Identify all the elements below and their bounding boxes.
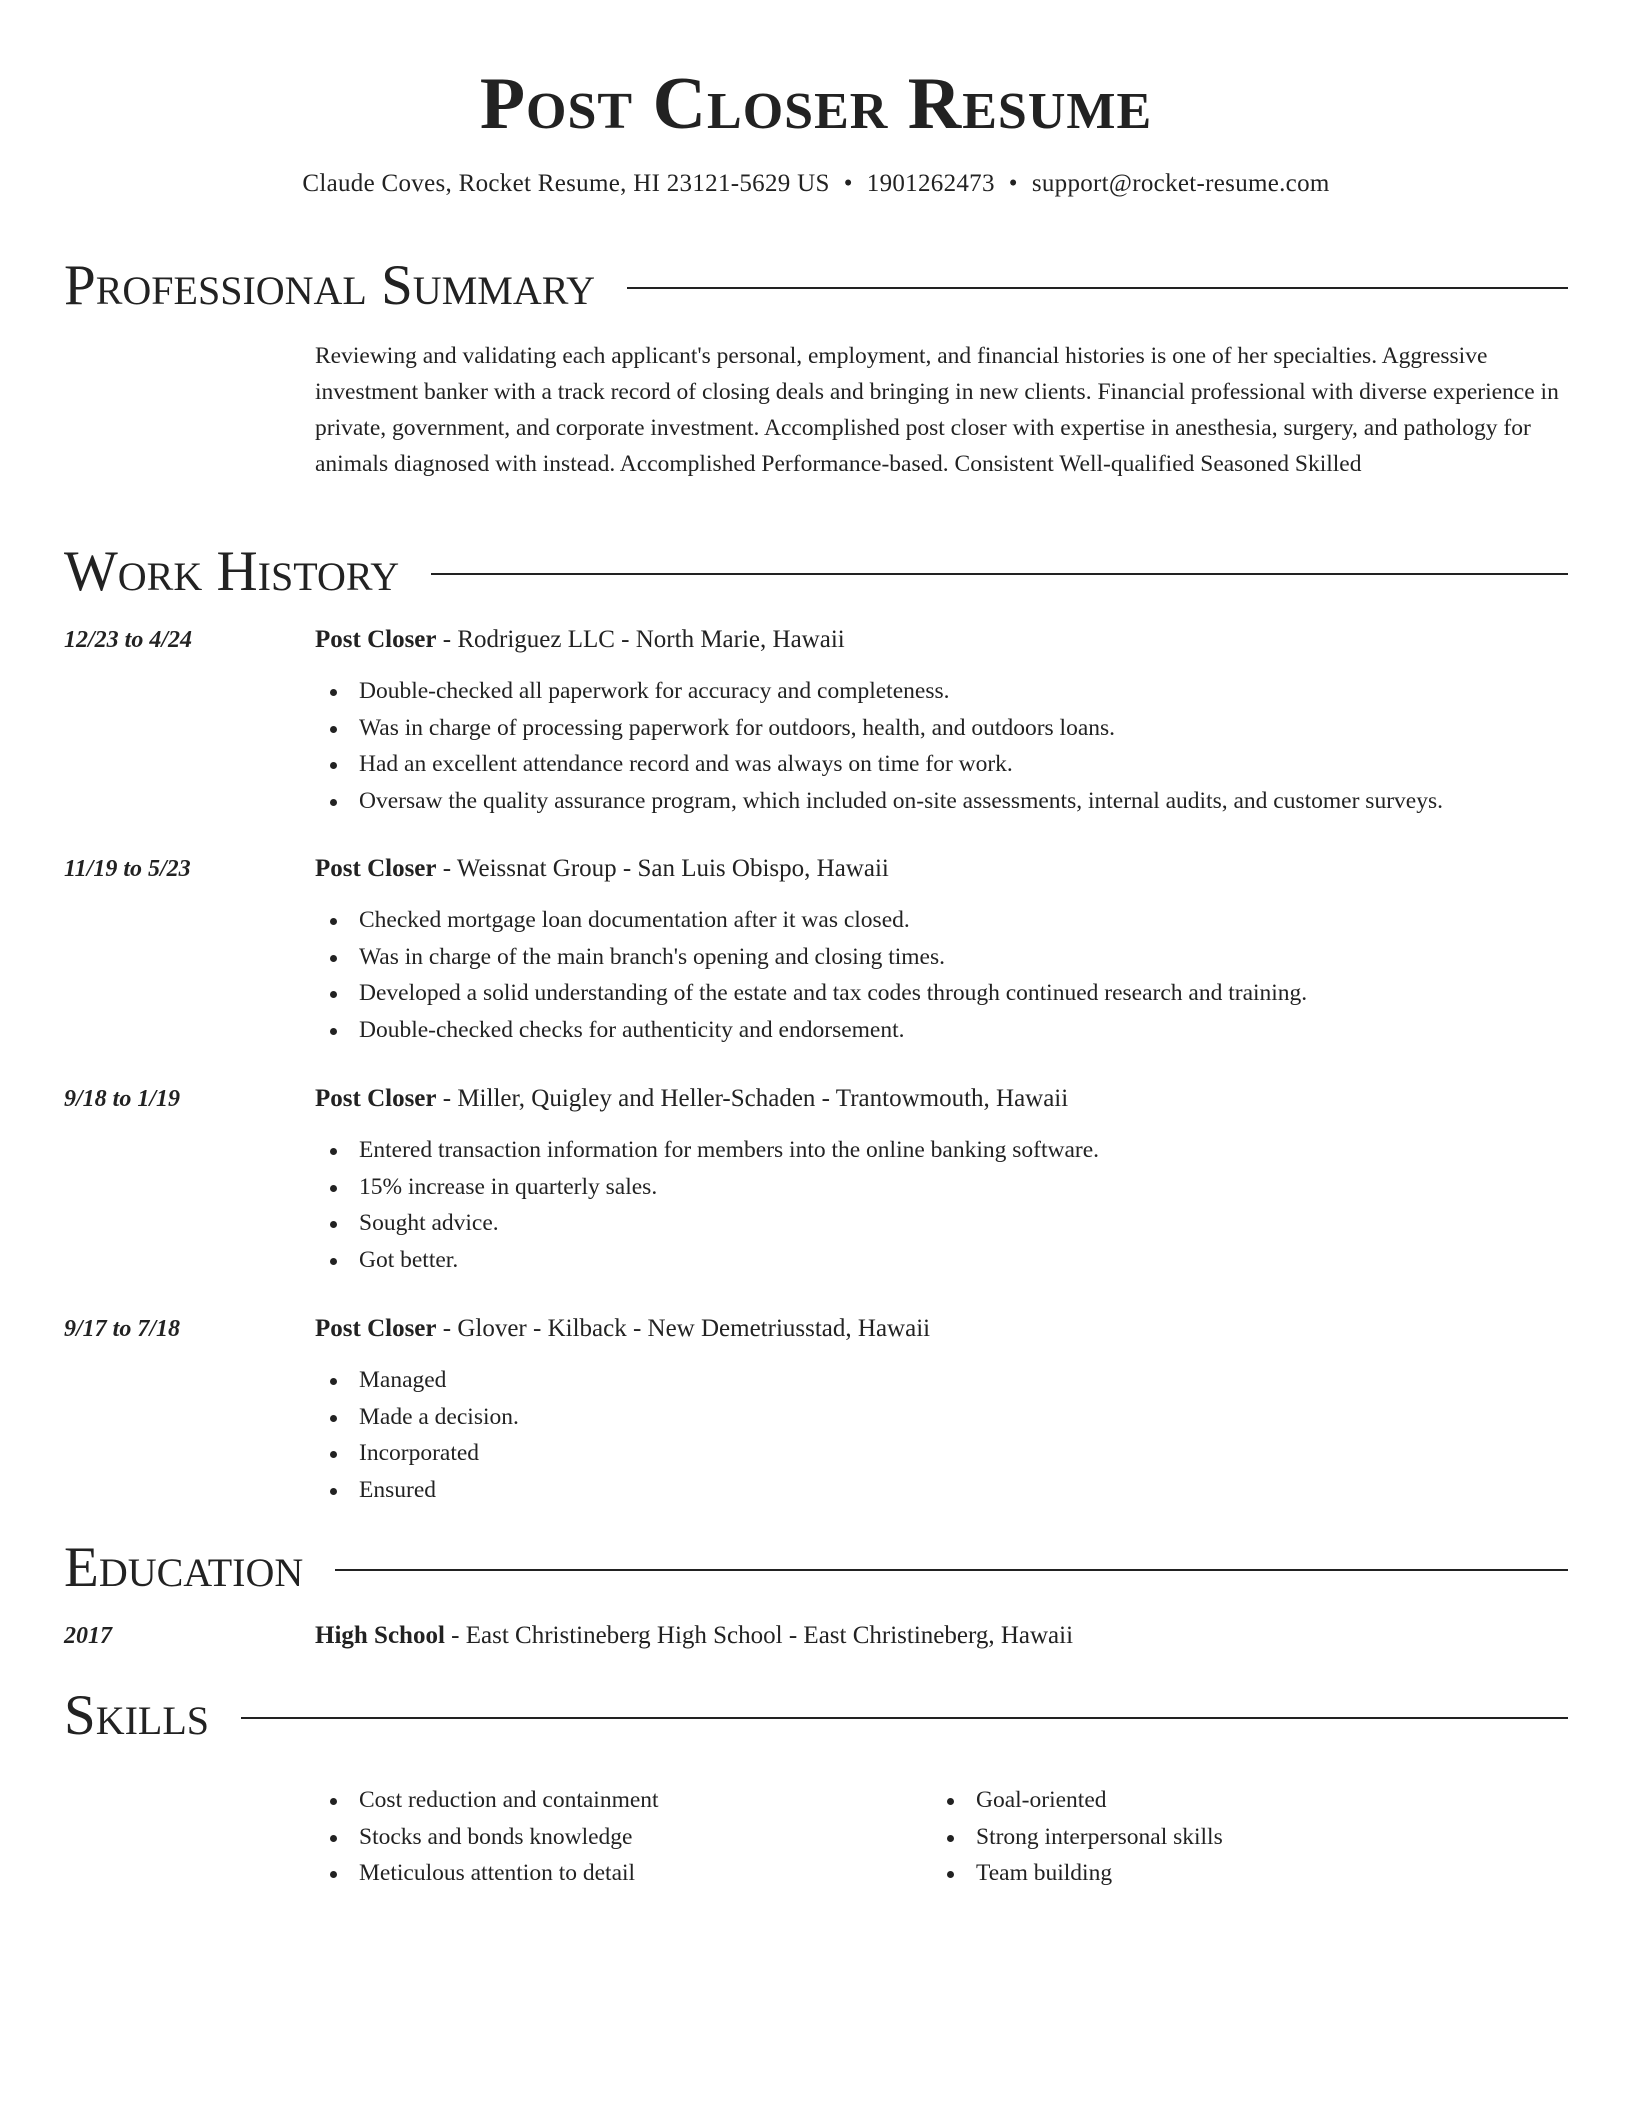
job-bullets (315, 902, 1307, 1048)
education-section-title: Education (64, 1536, 304, 1599)
skills-list-right (932, 1782, 1223, 1892)
job-bullets (315, 673, 1443, 819)
job-heading (315, 852, 889, 886)
skill-item: Stocks and bonds knowledge (315, 1819, 659, 1856)
skill-item: Team building (932, 1855, 1223, 1892)
job-heading (315, 1082, 1068, 1116)
job-dates: 9/18 to 1/19 (64, 1086, 181, 1112)
section-divider (431, 573, 1568, 575)
skill-item: Cost reduction and containment (315, 1782, 659, 1819)
job-role: Post Closer (315, 1315, 437, 1342)
contact-line (64, 170, 1568, 198)
education-section-header (64, 1538, 1568, 1598)
list-item: Oversaw the quality assurance program, which included on-site assessments, internal audits, and customer surveys. (315, 783, 1443, 820)
skills-section-header (64, 1686, 1568, 1746)
section-divider (335, 1569, 1568, 1571)
list-item: Was in charge of the main branch's opening and closing times. (315, 939, 1307, 976)
job-details: - Rodriguez LLC - North Marie, Hawaii (436, 626, 845, 653)
skill-item: Meticulous attention to detail (315, 1855, 659, 1892)
list-item: Incorporated (315, 1435, 519, 1472)
list-item: Developed a solid understanding of the estate and tax codes through continued research and training. (315, 975, 1307, 1012)
summary-section-title: Professional Summary (64, 254, 596, 317)
list-item: Ensured (315, 1472, 519, 1509)
job-bullets (315, 1362, 519, 1508)
job-bullets (315, 1132, 1099, 1278)
contact-phone: 1901262473 (866, 170, 995, 197)
education-degree: High School (315, 1622, 445, 1649)
list-item: Checked mortgage loan documentation after it was closed. (315, 902, 1307, 939)
job-dates: 9/17 to 7/18 (64, 1316, 181, 1342)
summary-section-header (64, 256, 1568, 316)
skill-item: Strong interpersonal skills (932, 1819, 1223, 1856)
list-item: Double-checked all paperwork for accuracy and completeness. (315, 673, 1443, 710)
summary-text: Reviewing and validating each applicant's personal, employment, and financial histories is one of her specialties. Aggressive investment banker with a track record of closing deals and bringing in new clients. Financial professional with diverse experience in private, government, and corporate investment. Accomplished post closer with expertise in anesthesia, surgery, and pathology for animals diagnosed with instead. Accomplished Performance-based. Consistent Well-qualified Seasoned Skilled (315, 343, 1559, 477)
contact-address: Claude Coves, Rocket Resume, HI 23121-5629 US (302, 170, 830, 197)
work-section-header (64, 542, 1568, 602)
list-item: Double-checked checks for authenticity and endorsement. (315, 1012, 1307, 1049)
skills-section-title: Skills (64, 1684, 210, 1747)
list-item: Was in charge of processing paperwork for outdoors, health, and outdoors loans. (315, 710, 1443, 747)
work-section-title: Work History (64, 540, 400, 603)
resume-page (64, 0, 1568, 1886)
job-details: - Glover - Kilback - New Demetriusstad, Hawaii (436, 1315, 931, 1342)
list-item: Made a decision. (315, 1399, 519, 1436)
contact-separator: • (843, 170, 853, 197)
education-heading (315, 1619, 1073, 1653)
list-item: Sought advice. (315, 1205, 1099, 1242)
section-divider (627, 287, 1568, 289)
skill-item: Goal-oriented (932, 1782, 1223, 1819)
job-details: - Weissnat Group - San Luis Obispo, Hawaii (436, 855, 889, 882)
job-role: Post Closer (315, 626, 437, 653)
job-dates: 11/19 to 5/23 (64, 856, 191, 882)
contact-separator: • (1008, 170, 1018, 197)
job-details: - Miller, Quigley and Heller-Schaden - Trantowmouth, Hawaii (436, 1085, 1069, 1112)
list-item: Managed (315, 1362, 519, 1399)
list-item: Entered transaction information for members into the online banking software. (315, 1132, 1099, 1169)
contact-email: support@rocket-resume.com (1031, 170, 1330, 197)
job-heading (315, 1312, 930, 1346)
section-divider (241, 1717, 1568, 1719)
job-dates: 12/23 to 4/24 (64, 627, 193, 653)
list-item: 15% increase in quarterly sales. (315, 1169, 1099, 1206)
skills-list-left (315, 1782, 659, 1892)
list-item: Had an excellent attendance record and was always on time for work. (315, 746, 1443, 783)
job-role: Post Closer (315, 1085, 437, 1112)
list-item: Got better. (315, 1242, 1099, 1279)
education-details: - East Christineberg High School - East Christineberg, Hawaii (444, 1622, 1074, 1649)
job-heading (315, 623, 845, 657)
resume-title: Post Closer Resume (479, 63, 1153, 145)
education-year: 2017 (64, 1623, 112, 1649)
job-role: Post Closer (315, 855, 437, 882)
